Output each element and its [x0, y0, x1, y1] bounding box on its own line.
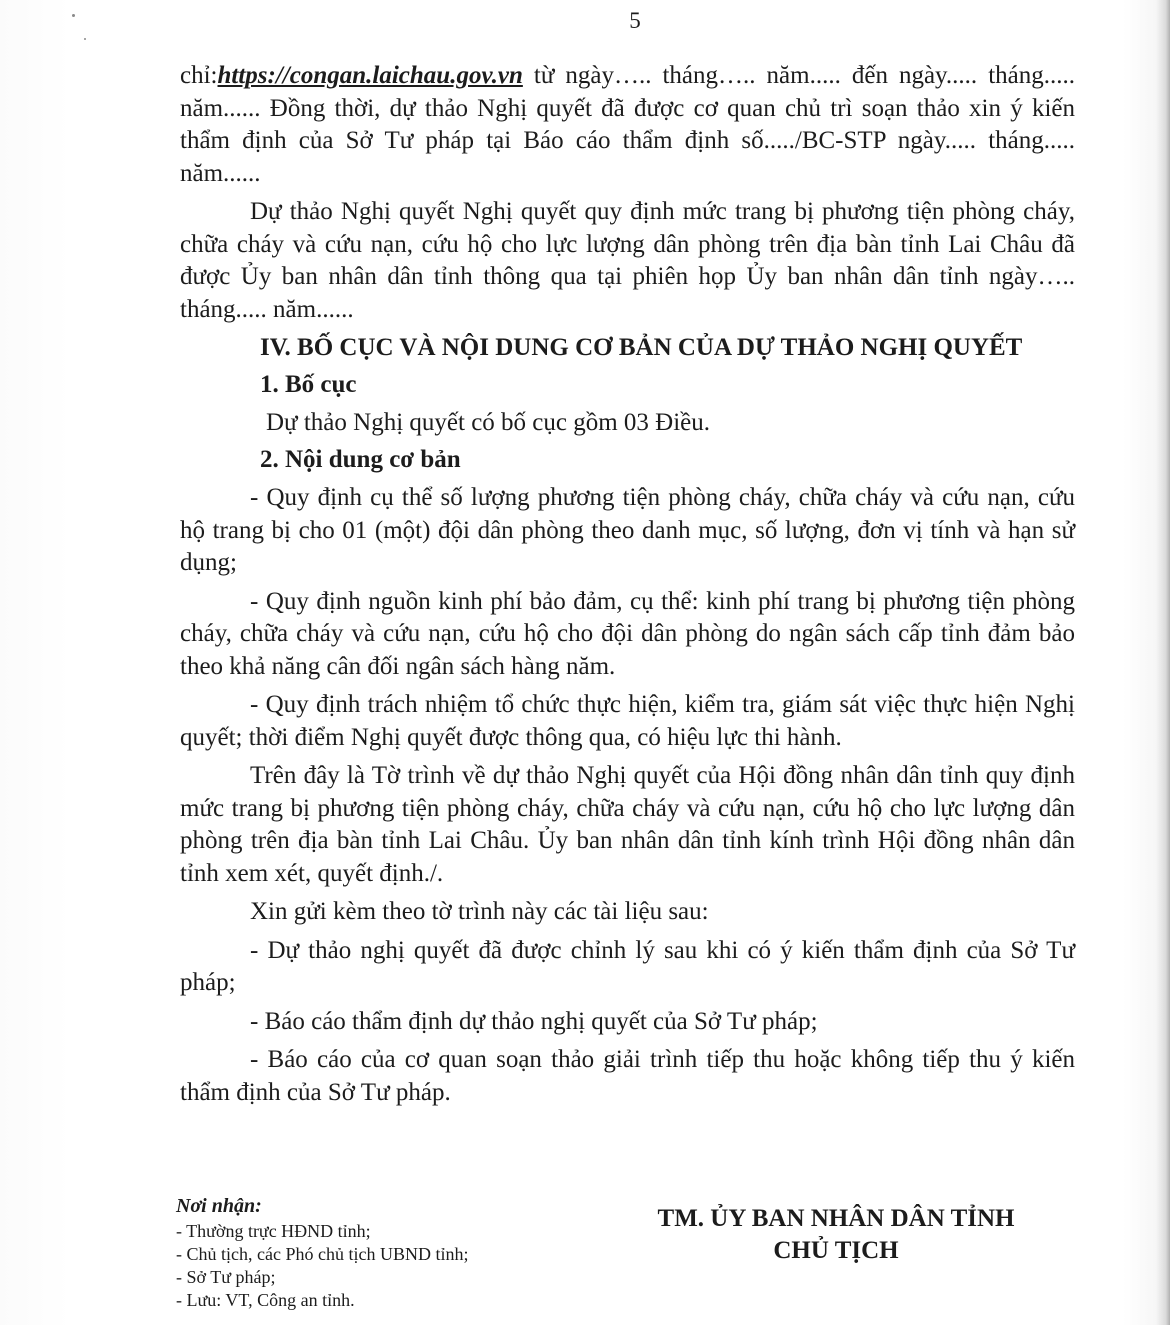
document-footer: [176, 1195, 1076, 1320]
paragraph-attachments-intro: Xin gửi kèm theo tờ trình này các tài liệu sau:: [250, 898, 709, 925]
page-number: 5: [629, 8, 641, 33]
recipient-item: - Thường trực HĐND tỉnh;: [176, 1221, 371, 1241]
paragraph-conclusion: Trên đây là Tờ trình về dự thảo Nghị quyết của Hội đồng nhân dân tỉnh quy định mức trang bị phương tiện phòng cháy, chữa cháy và cứu nạn, cứu hộ cho lực lượng dân phòng trên địa bàn tỉnh Lai Châu. Ủy ban nhân dân tỉnh kính trình Hội đồng nhân dân tỉnh xem xét, quyết định./.: [180, 762, 1075, 887]
paragraph-prefix: chỉ:: [180, 62, 218, 89]
recipient-item: - Lưu: VT, Công an tỉnh.: [176, 1290, 355, 1310]
paragraph-layout: Dự thảo Nghị quyết có bố cục gồm 03 Điều.: [266, 409, 711, 436]
recipients-block: [176, 1195, 596, 1312]
recipient-item: - Chủ tịch, các Phó chủ tịch UBND tỉnh;: [176, 1244, 469, 1264]
bullet-quantity: - Quy định cụ thể số lượng phương tiện phòng cháy, chữa cháy và cứu nạn, cứu hộ trang bị cho 01 (một) đội dân phòng theo danh mục, số lượng, đơn vị tính và hạn sử dụng;: [180, 484, 1075, 576]
document-body: [180, 60, 1075, 1109]
attachment-item: - Báo cáo thẩm định dự thảo nghị quyết của Sở Tư pháp;: [250, 1007, 818, 1035]
attachment-item: - Báo cáo của cơ quan soạn thảo giải trình tiếp thu hoặc không tiếp thu ý kiến thẩm định của Sở Tư pháp.: [180, 1046, 1075, 1106]
website-link[interactable]: https://congan.laichau.gov.vn: [217, 62, 523, 89]
section-heading-iv: IV. BỐ CỤC VÀ NỘI DUNG CƠ BẢN CỦA DỰ THẢO NGHỊ QUYẾT: [260, 334, 1023, 361]
paragraph-text: từ ngày….. tháng….. năm..... đến ngày..... tháng..... năm...... Đồng thời, dự thảo Nghị quyết đã được cơ quan chủ trì soạn thảo xin ý kiến thẩm định của Sở Tư pháp tại Báo cáo thẩm định số...../BC-STP ngày..... tháng..... năm......: [180, 62, 1075, 187]
bullet-funding: - Quy định nguồn kinh phí bảo đảm, cụ thể: kinh phí trang bị phương tiện phòng cháy, chữa cháy và cứu nạn, cứu hộ cho đội dân phòng do ngân sách cấp tỉnh đảm bảo theo khả năng cân đối ngân sách hàng năm.: [180, 587, 1075, 680]
paragraph-approval: Dự thảo Nghị quyết Nghị quyết quy định mức trang bị phương tiện phòng cháy, chữa cháy và cứu nạn, cứu hộ cho lực lượng dân phòng trên địa bàn tỉnh Lai Châu đã được Ủy ban nhân dân tỉnh thông qua tại phiên họp Ủy ban nhân dân tỉnh ngày….. tháng..... năm......: [180, 198, 1075, 323]
signature-authority: TM. ỦY BAN NHÂN DÂN TỈNH: [657, 1205, 1015, 1232]
scan-speck: [84, 38, 86, 40]
attachment-item: - Dự thảo nghị quyết đã được chỉnh lý sau khi có ý kiến thẩm định của Sở Tư pháp;: [180, 936, 1075, 996]
signature-block: [616, 1203, 1056, 1267]
bullet-responsibility: - Quy định trách nhiệm tổ chức thực hiện, kiểm tra, giám sát việc thực hiện Nghị quyết; thời điểm Nghị quyết được thông qua, có hiệu lực thi hành.: [180, 691, 1075, 751]
subheading-content: 2. Nội dung cơ bản: [260, 445, 461, 473]
recipient-item: - Sở Tư pháp;: [176, 1267, 276, 1287]
subheading-layout: 1. Bố cục: [260, 370, 357, 398]
signature-title: CHỦ TỊCH: [773, 1237, 899, 1264]
recipients-title: Nơi nhận:: [176, 1195, 262, 1217]
page-edge-shadow: [1156, 0, 1170, 1325]
paragraph-publication: [180, 60, 1075, 190]
